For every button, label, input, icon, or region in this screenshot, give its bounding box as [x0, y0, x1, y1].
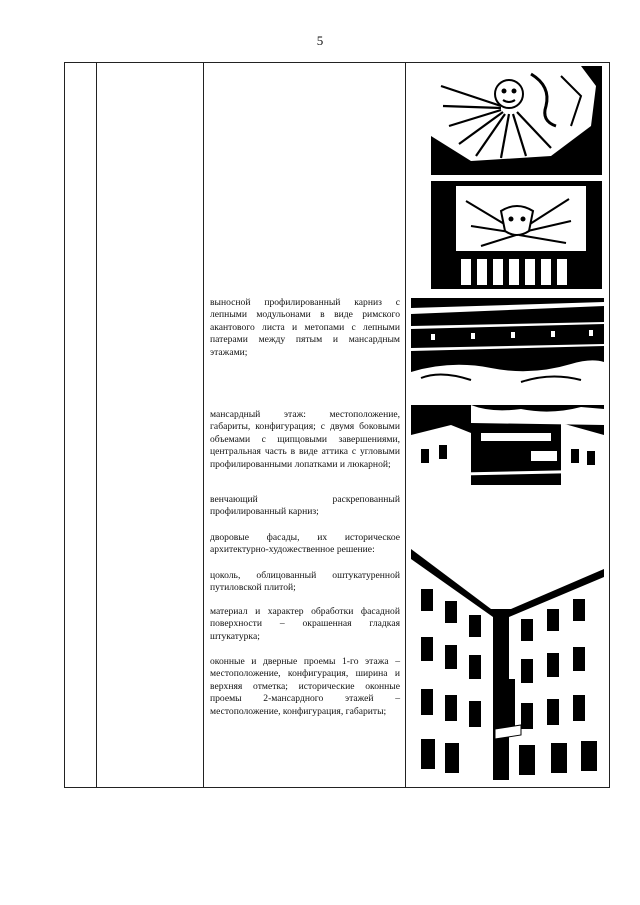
facade-surface-description: материал и характер обработки фасадной поверхности – окрашенная гладкая штукатурка; [210, 606, 400, 642]
crowning-cornice-description: венчающий раскрепованный профилированный карниз; [210, 494, 400, 518]
photo-mansard-floor [411, 405, 604, 485]
table-top-border [64, 62, 610, 63]
column-divider-1 [96, 62, 97, 788]
attic-floor-description: мансардный этаж: местоположение, габариты, конфигурация; с двумя боковыми объемами с щипцовыми завершениями, центральная часть в виде аттика с угловыми профилированными лопатками и люкарной; [210, 409, 400, 470]
window-door-openings-description: оконные и дверные проемы 1-го этажа – местоположение, конфигурация, ширина и верхняя отметка; исторические оконные проемы 2-мансардного этажей – местоположение, конфигурация, габариты; [210, 656, 400, 717]
photo-cornice-modillions [411, 298, 604, 396]
column-divider-2 [203, 62, 204, 788]
cornice-description: выносной профилированный карниз с лепными модульонами в виде римского акантового листа и метопами с лепными патерами между пятым и мансардным этажами; [210, 297, 400, 358]
column-divider-3 [405, 62, 406, 788]
photo-stucco-detail-top [431, 66, 602, 175]
page-number: 5 [316, 33, 324, 48]
plinth-description: цоколь, облицованный оштукатуренной путиловской плитой; [210, 570, 400, 594]
photo-keystone-mask [431, 181, 602, 289]
table-bottom-border [64, 787, 610, 788]
photo-courtyard-facades [411, 529, 604, 780]
table-left-border [64, 62, 65, 788]
courtyard-facades-heading: дворовые фасады, их историческое архитектурно-художественное решение: [210, 532, 400, 556]
table-right-border [609, 62, 610, 788]
